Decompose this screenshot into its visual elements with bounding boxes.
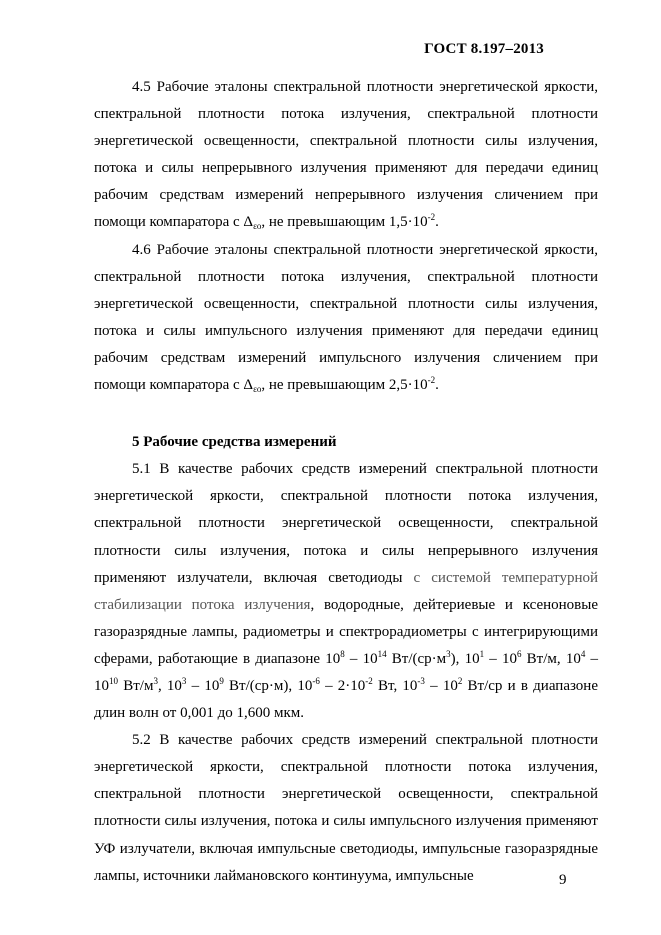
paragraph-text: , 10 [157,677,182,694]
page-number: 9 [559,872,567,888]
exponent: 3 [153,675,158,686]
paragraph-4-6 [94,237,598,400]
exponent: 3 [181,675,187,686]
paragraph-text: 4.6 Рабочие эталоны спектральной плотности энергетической яркости, спектральной плотности потока излучения, спектральной плотности энергетической освещенности, спектральной плотности силы излучения, потока и силы импульсного излучения применяют для передачи единиц рабочим средствам измерений импульсного излучения сличением при помощи компаратора с Δ [94,241,598,394]
paragraph-text: . [435,214,439,231]
exponent: -2 [427,212,436,223]
exponent: 6 [516,648,522,659]
subscript: εο [253,221,262,232]
exponent: 1 [479,648,485,659]
section-heading: 5 Рабочие средства измерений [132,434,337,451]
exponent: -2 [365,675,373,686]
paragraph-text: Вт/м, 10 [521,650,581,667]
document-header: ГОСТ 8.197–2013 [424,41,544,57]
page-body [94,74,598,890]
exponent: 10 [109,675,118,686]
paragraph-text: . [435,377,439,394]
paragraph-text: , не превышающим 1,5·10 [261,214,428,231]
paragraph-text: Вт/м [118,677,154,694]
exponent: 9 [219,675,224,686]
paragraph-text: , водородные, дейтериевые и ксеноновые газоразрядные лампы, радиометры и спектрорадиометры с интегрирующими сферами, работающие в диапазоне 10 [94,596,598,667]
paragraph-text: 4.5 Рабочие эталоны спектральной плотности энергетической яркости, спектральной плотности потока излучения, спектральной плотности энергетической освещенности, спектральной плотности силы излучения, потока и силы непрерывного излучения применяют для передачи единиц рабочим средствам измерений непрерывного излучения сличением при помощи компаратора с Δ [94,79,598,231]
paragraph-text-gray: с системой температурной стабилизации потока излучения [94,569,599,613]
paragraph-text: – 10 [344,650,378,667]
subscript: εο [253,384,262,395]
paragraph-text: 5.1 В качестве рабочих средств измерений спектральной плотности энергетической яркости, спектральной плотности потока излучения, спектральной плотности энергетической освещенности, спектральной плотности силы излучения, потока и силы непрерывного излучения применяют излучатели, включая светодиоды [94,461,598,586]
paragraph-text: Вт/ср и в диапазоне длин волн от 0,001 до 1,600 мкм. [94,677,598,722]
exponent: 3 [446,648,451,659]
paragraph-text: – 10 [186,677,220,694]
paragraph-4-5 [94,74,598,237]
paragraph-text: – 2·10 [319,677,366,694]
exponent: -2 [427,375,436,386]
exponent: 2 [457,675,463,686]
exponent: -3 [417,675,425,686]
paragraph-text: ), 10 [450,650,480,667]
exponent: 14 [377,648,387,659]
paragraph-5-2: 5.2 В качестве рабочих средств измерений спектральной плотности энергетической яркости, спектральной плотности потока излучения, спектральной плотности энергетической освещенности, спектральной плотности силы излучения, потока и силы импульсного излучения применяют УФ излучатели, включая импульсные светодиоды, импульсные газоразрядные лампы, источники лаймановского континуума, импульсные [94,732,598,884]
exponent: 4 [580,648,586,659]
paragraph-5-1 [94,456,598,727]
exponent: 8 [340,648,345,659]
paragraph-text: Вт/(ср·м [386,650,447,667]
paragraph-text: – 10 [94,650,599,694]
paragraph-text: , не превышающим 2,5·10 [261,377,428,394]
paragraph-text: – 10 [424,677,458,694]
paragraph-text: – 10 [484,650,517,667]
exponent: -6 [312,675,320,686]
paragraph-text: Вт/(ср·м), 10 [223,677,313,694]
paragraph-text: Вт, 10 [372,677,418,694]
